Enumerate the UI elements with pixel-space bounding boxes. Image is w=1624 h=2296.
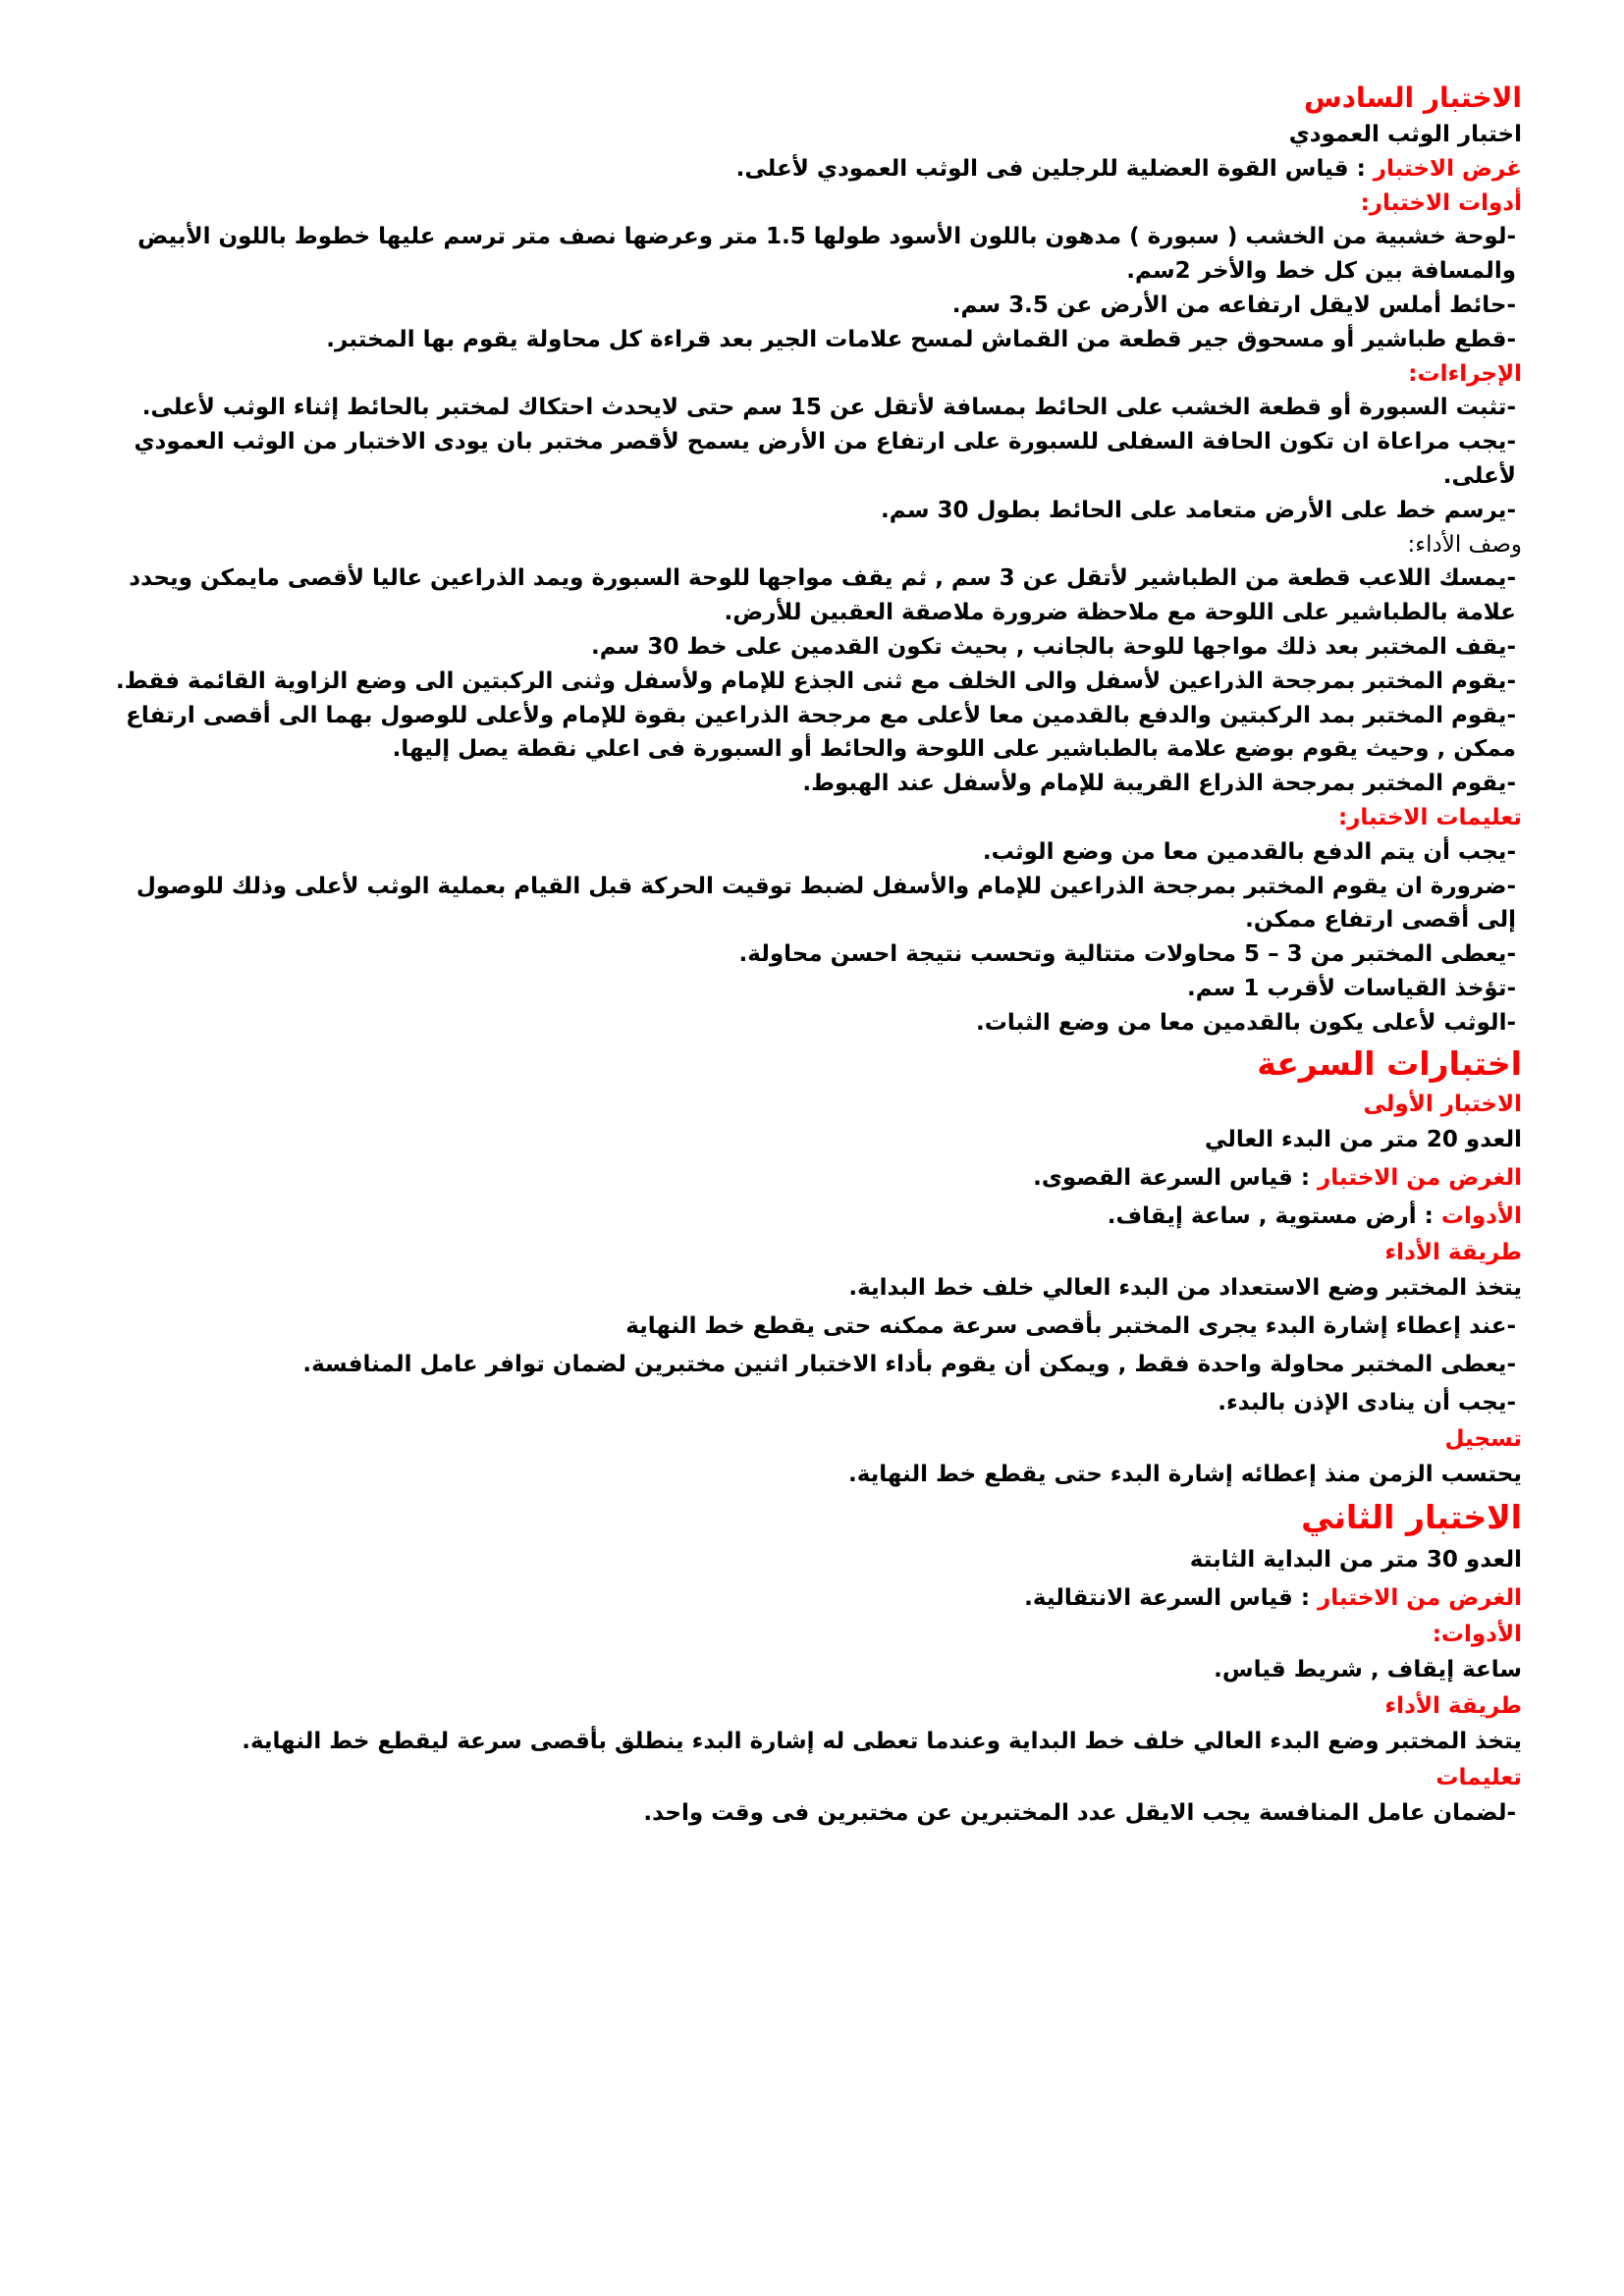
tools-label: الأدوات: [1440, 1202, 1522, 1229]
document-page: [108, 79, 1522, 1833]
method-item: -يعطى المختبر محاولة واحدة فقط , ويمكن أن يقوم بأداء الاختبار اثنين مختبرين لضمان توافر عامل المنافسة.: [302, 1351, 1516, 1377]
purpose-text: : قياس السرعة القصوى.: [1033, 1164, 1319, 1191]
instruction-item: -يعطى المختبر من 3 – 5 محاولات متتالية وتحسب نتيجة احسن محاولة.: [738, 941, 1516, 968]
instruction-item: -يجب أن يتم الدفع بالقدمين معا من وضع الوثب.: [982, 838, 1516, 865]
recording-heading: تسجيل: [1444, 1425, 1522, 1452]
tools-item: -حائط أملس لايقل ارتفاعه من الأرض عن 3.5 سم.: [951, 292, 1516, 318]
speed-test2-name: العدو 30 متر من البداية الثابتة: [1189, 1546, 1522, 1573]
purpose-label: غرض الاختبار: [1373, 155, 1522, 182]
tools-text: ساعة إيقاف , شريط قياس.: [1214, 1656, 1522, 1682]
method-item: -عند إعطاء إشارة البدء يجرى المختبر بأقصى سرعة ممكنه حتى يقطع خط النهاية: [625, 1312, 1516, 1339]
speed-section-title: اختبارات السرعة: [1257, 1043, 1522, 1083]
test6-title: الاختبار السادس: [1304, 81, 1522, 114]
procedure-item: -يرسم خط على الأرض متعامد على الحائط بطول 30 سم.: [881, 497, 1516, 523]
method-item: يتخذ المختبر وضع الاستعداد من البدء العالي خلف خط البداية.: [848, 1274, 1522, 1301]
speed-section: [108, 1041, 1522, 1833]
procedures-heading: الإجراءات:: [1408, 360, 1522, 387]
speed-test1-purpose: [108, 1159, 1522, 1198]
purpose-text: : قياس السرعة الانتقالية.: [1024, 1584, 1319, 1611]
speed-test2-purpose: [108, 1579, 1522, 1618]
method-heading: طريقة الأداء: [1384, 1692, 1522, 1719]
procedure-item: -يجب مراعاة ان تكون الحافة السفلى للسبورة على ارتفاع من الأرض يسمح لأقصر مختبر بان يودى الاختبار من الوثب العمودي لأعلى.: [134, 429, 1516, 489]
method-item: -يجب أن ينادى الإذن بالبدء.: [1218, 1389, 1516, 1415]
instruction-item: -تؤخذ القياسات لأقرب 1 سم.: [1187, 975, 1516, 1001]
instructions-heading: تعليمات الاختبار:: [1337, 804, 1522, 830]
tools-heading: أدوات الاختبار:: [1360, 189, 1522, 216]
speed-test1-tools: [108, 1198, 1522, 1236]
tools-item: -قطع طباشير أو مسحوق جير قطعة من القماش لمسح علامات الجير بعد قراءة كل محاولة يقوم بها المختبر.: [326, 326, 1516, 352]
procedure-item: -تثبت السبورة أو قطعة الخشب على الحائط بمسافة لأتقل عن 15 سم حتى لايحدث احتكاك لمختبر بالحائط إثناء الوثب لأعلى.: [141, 395, 1516, 421]
performance-item: -يقوم المختبر بمد الركبتين والدفع بالقدمين معا لأعلى مع مرجحة الذراعين بقوة للإمام ولأعلى للوصول بهما الى أقصى ارتفاع ممكن , وحيث يقوم بوضع علامة بالطباشير على اللوحة والحائط أو السبورة فى اعلي نقطة يصل إليها.: [126, 702, 1516, 763]
recording-text: يحتسب الزمن منذ إعطائه إشارة البدء حتى يقطع خط النهاية.: [847, 1461, 1522, 1487]
purpose-label: الغرض من الاختبار: [1318, 1164, 1522, 1191]
method-heading: طريقة الأداء: [1384, 1239, 1522, 1265]
instructions-heading: تعليمات: [1435, 1764, 1522, 1790]
tools-heading: الأدوات:: [1432, 1621, 1522, 1647]
instruction-item: -لضمان عامل المنافسة يجب الايقل عدد المختبرين عن مختبرين فى وقت واحد.: [643, 1799, 1516, 1826]
method-text: يتخذ المختبر وضع البدء العالي خلف خط البداية وعندما تعطى له إشارة البدء ينطلق بأقصى سرعة ليقطع خط النهاية.: [242, 1728, 1522, 1754]
performance-item: -يقوم المختبر بمرجحة الذراعين لأسفل والى الخلف مع ثنى الجذع للإمام ولأسفل وثنى الركبتين الى وضع الزاوية القائمة فقط.: [116, 667, 1516, 694]
performance-heading: وصف الأداء:: [1407, 531, 1522, 558]
purpose-label: الغرض من الاختبار: [1318, 1584, 1522, 1611]
purpose-text: : قياس القوة العضلية للرجلين فى الوثب العمودي لأعلى.: [735, 155, 1374, 182]
test6-name: اختبار الوثب العمودي: [1288, 122, 1522, 147]
speed-test1-name: العدو 20 متر من البدء العالي: [1204, 1126, 1522, 1152]
tools-item: -لوحة خشبية من الخشب ( سبورة ) مدهون باللون الأسود طولها 1.5 متر وعرضها نصف متر ترسم عليها خطوط باللون الأبيض والمسافة بين كل خط والأخر 2سم.: [137, 224, 1516, 285]
tools-text: : أرض مستوية , ساعة إيقاف.: [1107, 1202, 1441, 1229]
speed-test2-title: الاختبار الثاني: [1301, 1497, 1522, 1536]
speed-test1-title: الاختبار الأولى: [1363, 1091, 1522, 1117]
test6-purpose: [108, 152, 1522, 187]
instruction-item: -ضرورة ان يقوم المختبر بمرجحة الذراعين للإمام والأسفل لضبط توقيت الحركة قبل القيام بعملية الوثب لأعلى وذلك للوصول إلى أقصى ارتفاع ممكن.: [135, 873, 1516, 934]
performance-item: -يقوم المختبر بمرجحة الذراع القريبة للإمام ولأسفل عند الهبوط.: [802, 771, 1516, 797]
performance-item: -يقف المختبر بعد ذلك مواجها للوحة بالجانب , بحيث تكون القدمين على خط 30 سم.: [590, 633, 1516, 660]
test6-section: [108, 79, 1522, 1041]
performance-item: -يمسك اللاعب قطعة من الطباشير لأتقل عن 3 سم , ثم يقف مواجها للوحة السبورة ويمد الذراعين عاليا لأقصى مايمكن ويحدد علامة بالطباشير على اللوحة مع ملاحظة ضرورة ملاصقة العقبين للأرض.: [129, 565, 1516, 626]
instruction-item: -الوثب لأعلى يكون بالقدمين معا من وضع الثبات.: [976, 1009, 1516, 1036]
